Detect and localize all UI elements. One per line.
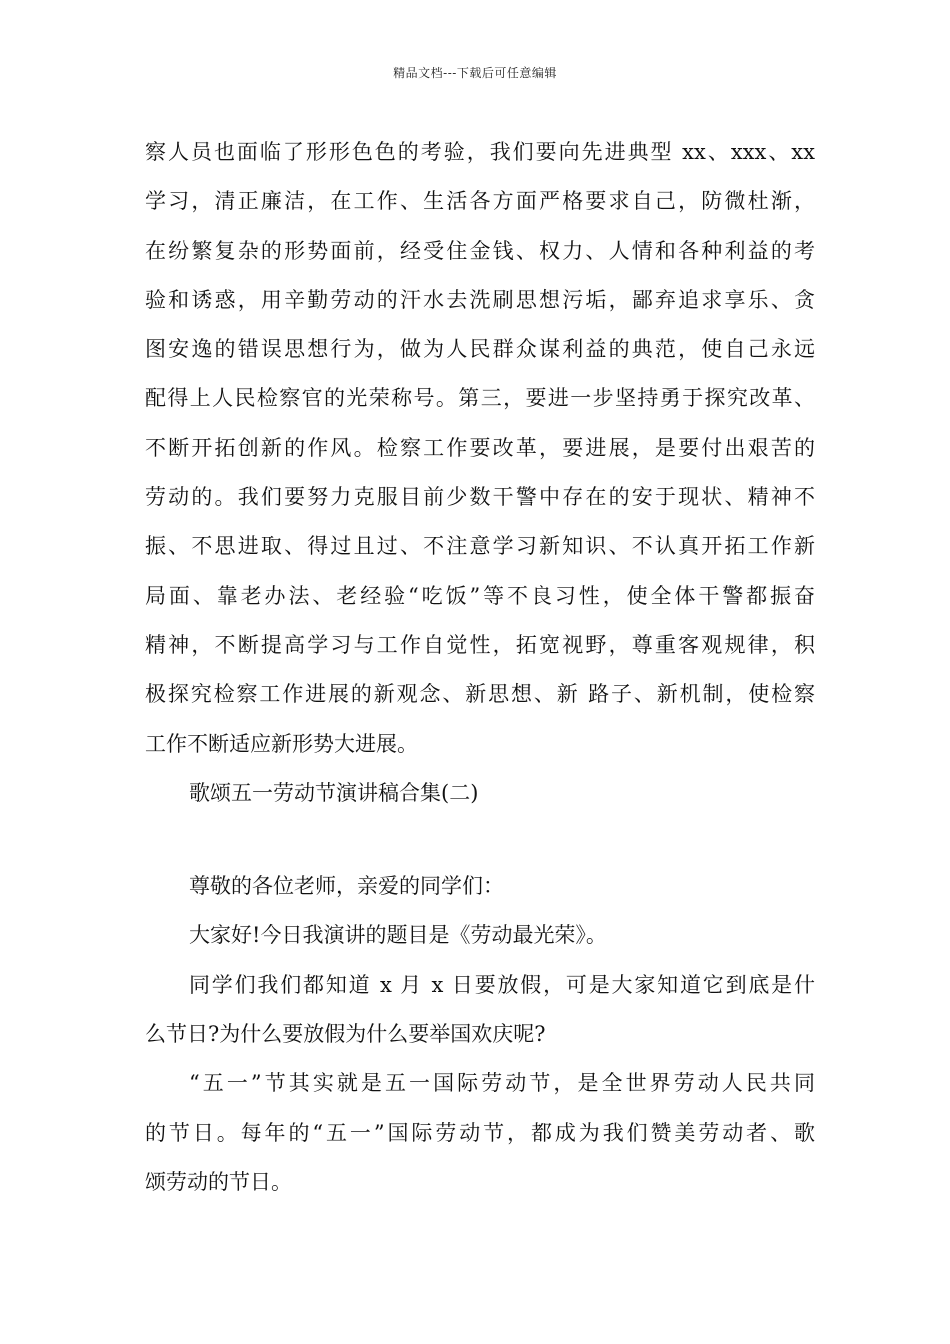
text-line: 不断开拓创新的作风。检察工作要改革，要进展，是要付出艰苦的: [145, 435, 815, 460]
text-line: 配得上人民检察官的光荣称号。第三，要进一步坚持勇于探究改革、: [145, 386, 815, 411]
text-line: 劳动的。我们要努力克服目前少数干警中存在的安于现状、精神不: [145, 485, 815, 510]
text-line: 么节日?为什么要放假为什么要举国欢庆呢?: [145, 1022, 546, 1047]
text-line: 精神，不断提高学习与工作自觉性，拓宽视野，尊重客观规律，积: [145, 632, 815, 657]
intro-line: 大家好!今日我演讲的题目是《劳动最光荣》。: [189, 923, 607, 948]
text-line: 的节日。每年的“五一”国际劳动节，都成为我们赞美劳动者、歌: [145, 1120, 815, 1145]
text-line: 工作不断适应新形势大进展。: [145, 731, 418, 756]
paragraph-2: [145, 965, 815, 1064]
text-line: 振、不思进取、得过且过、不注意学习新知识、不认真开拓工作新: [145, 534, 815, 559]
text-line: 极探究检察工作进展的新观念、新思想、新 路子、新机制，使检察: [145, 682, 815, 707]
text-line: 颂劳动的节日。: [145, 1169, 292, 1194]
paragraph-1: [145, 132, 815, 773]
text-line: 在纷繁复杂的形势面前，经受住金钱、权力、人情和各种利益的考: [145, 238, 815, 263]
paragraph-3: [145, 1063, 815, 1211]
section-title: 歌颂五一劳动节演讲稿合集(二): [189, 780, 479, 805]
text-line: 学习，清正廉洁，在工作、生活各方面严格要求自己，防微杜渐，: [145, 189, 815, 214]
text-line: 察人员也面临了形形色色的考验，我们要向先进典型 xx、xxx、xx: [145, 140, 815, 164]
text-line: 验和诱惑，用辛勤劳动的汗水去洗刷思想污垢，鄙弃追求享乐、贪: [145, 287, 815, 312]
text-line: “五一”节其实就是五一国际劳动节，是全世界劳动人民共同: [189, 1071, 815, 1096]
greeting: 尊敬的各位老师，亲爱的同学们：: [189, 874, 504, 899]
text-line: 图安逸的错误思想行为，做为人民群众谋利益的典范，使自己永远: [145, 337, 815, 362]
blank-space: [145, 822, 815, 866]
page-header: 精品文档---下载后可任意编辑: [393, 66, 557, 80]
text-line: 局面、靠老办法、老经验“吃饭”等不良习性，使全体干警都振奋: [145, 583, 815, 608]
text-line: 同学们我们都知道 x 月 x 日要放假，可是大家知道它到底是什: [189, 972, 815, 997]
document-body: [145, 132, 815, 1211]
